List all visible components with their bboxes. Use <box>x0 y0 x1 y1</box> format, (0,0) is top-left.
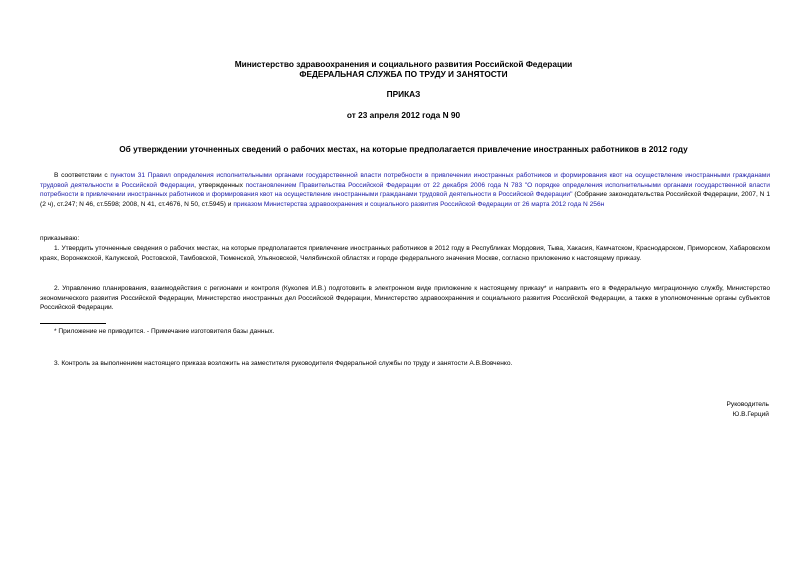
item-1: 1. Утвердить уточненные сведения о рабочих местах, на которые предполагается привлечение иностранных работников в 2012 году в Республиках Мордовия, Тыва, Хакасия, Камчатском, Краснодарском, Приморском, Хабаровском краях, Воронежской, Калужской, Ростовской, Тамбовской, Тюменской, Ульяновской, Челябинской областях и городе федерального значения Москве, согласно приложению к настоящему приказу. <box>40 245 770 262</box>
doc-type-heading: ПРИКАЗ <box>386 89 421 99</box>
preamble-text-3: (Собрание законодательства Российской Федерации, 2007, N 1 (2 ч), ст.247; N 46, ст.5598; 2008, N 41, ст.4676, N 50, ст.5945) и <box>40 191 770 208</box>
footnote: * Приложение не приводится. - Примечание изготовителя базы данных. <box>54 328 275 335</box>
preamble-text-1: В соответствии с <box>54 172 111 179</box>
ministry-heading: Министерство здравоохранения и социального развития Российской Федерации <box>234 59 573 69</box>
item-3: 3. Контроль за выполнением настоящего приказа возложить на заместителя руководителя Федеральной службы по труду и занятости А.В.Вовченко. <box>54 360 513 367</box>
service-heading: ФЕДЕРАЛЬНАЯ СЛУЖБА ПО ТРУДУ И ЗАНЯТОСТИ <box>299 69 508 79</box>
date-number: от 23 апреля 2012 года N 90 <box>346 110 461 120</box>
signature-name: Ю.В.Герций <box>732 411 769 418</box>
order-word: приказываю: <box>40 235 80 242</box>
link-rules-point-31[interactable]: пунктом 31 Правил определения исполнительными органами государственной власти потребности в привлечении иностранных работников и формирования квот на осуществление иностранными гражданами трудовой деятельности в Российской Федерации <box>40 172 770 189</box>
link-government-decree-783[interactable]: постановлением Правительства Российской Федерации от 22 декабря 2006 года N 783 "О порядке определения исполнительными органами государственной власти потребности в привлечении иностранных работников и формирования квот на осуществление иностранными гражданами трудовой деятельности в Российской Федерации" <box>40 181 770 199</box>
footnote-divider <box>40 323 106 324</box>
signature-position: Руководитель <box>726 401 769 408</box>
link-ministry-order-256n[interactable]: приказом Министерства здравоохранения и социального развития Российской Федерации от 26 марта 2012 года N 256н <box>233 200 605 208</box>
item-2: 2. Управлению планирования, взаимодействия с регионами и контроля (Куколев И.В.) подготовить в электронном виде приложение к настоящему приказу* и направить его в Федеральную миграционную службу, Министерство экономического развития Российской Федерации, Министерство иностранных дел Российской Федерации, Министерство здравоохранения и социального развития Российской Федерации, а также в уполномоченные органы субъектов Российской Федерации. <box>40 285 770 312</box>
document-title: Об утверждении уточненных сведений о рабочих местах, на которые предполагается привлечение иностранных работников в 2012 году <box>119 144 688 154</box>
preamble-paragraph <box>40 171 770 209</box>
preamble-text-2: , утвержденных <box>194 181 246 189</box>
